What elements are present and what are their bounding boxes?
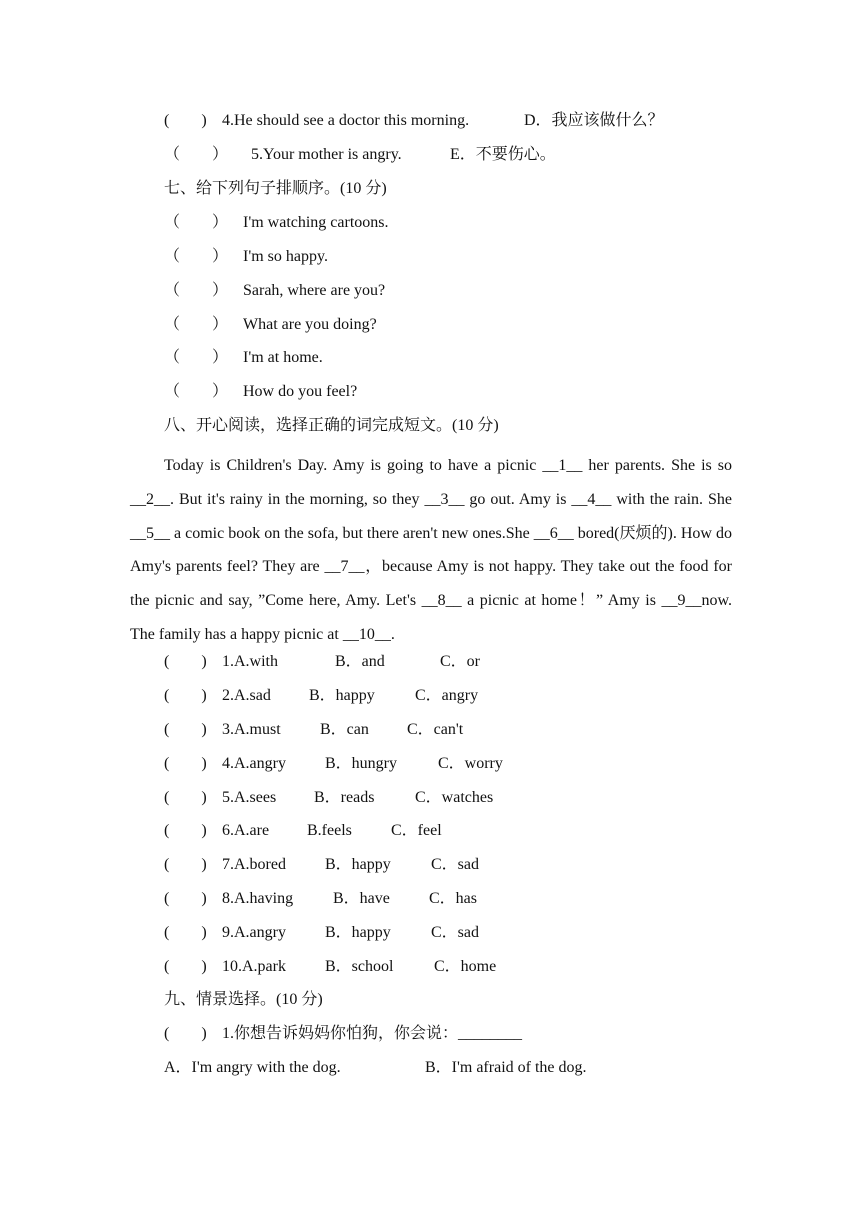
match-sentence: 5.Your mother is angry. <box>251 146 402 163</box>
passage-text: her parents. She is so <box>582 457 732 474</box>
answer-paren: ( ) <box>164 822 207 839</box>
option-b: B．can <box>320 721 369 738</box>
option-c: C．worry <box>438 755 503 772</box>
choice-question <box>0 753 860 775</box>
option-b: B．and <box>335 653 385 670</box>
reading-passage <box>130 449 732 652</box>
blank-9: __9__ <box>661 592 702 610</box>
choice-question <box>0 719 860 741</box>
answer-paren: （ ） <box>164 349 229 366</box>
blank-5: __5__ <box>130 524 170 542</box>
passage-text: . But it's rainy in the morning, so they <box>170 490 425 508</box>
blank-2: __2__ <box>130 490 170 508</box>
answer-paren: （ ） <box>164 214 229 231</box>
order-sentence: How do you feel? <box>243 383 358 400</box>
option-c: C．feel <box>391 822 442 839</box>
section-title: 八、开心阅读，选择正确的词完成短文。(10 分) <box>164 417 499 434</box>
option-c: C．sad <box>431 856 480 873</box>
option-c: C．home <box>434 958 497 975</box>
option-b: B．I'm afraid of the dog. <box>425 1059 587 1076</box>
choice-question <box>0 854 860 876</box>
order-sentence: I'm at home. <box>243 349 323 366</box>
order-item <box>0 381 860 403</box>
section-7-title <box>0 178 860 200</box>
answer-paren: ( ) <box>164 1025 207 1042</box>
blank-10: __10__ <box>342 625 391 643</box>
situation-options <box>0 1057 860 1079</box>
option-c: C．angry <box>415 687 479 704</box>
blank-1: __1__ <box>542 457 583 474</box>
option-b: B．hungry <box>325 755 398 772</box>
option-b: B.feels <box>307 822 352 839</box>
passage-text: Today is Children's Day. Amy is going to have a picnic <box>164 457 543 474</box>
order-item <box>0 246 860 268</box>
answer-paren: （ ） <box>164 316 229 333</box>
match-sentence: 4.He should see a doctor this morning. <box>222 112 470 129</box>
match-row-4 <box>0 110 860 132</box>
order-sentence: I'm so happy. <box>243 248 328 265</box>
option-a: 1.A.with <box>222 653 278 670</box>
answer-paren: ( ) <box>164 721 207 738</box>
choice-question <box>0 922 860 944</box>
order-item <box>0 314 860 336</box>
option-c: C．watches <box>415 789 494 806</box>
option-a: 5.A.sees <box>222 789 277 806</box>
option-c: C．or <box>440 653 481 670</box>
choice-question <box>0 685 860 707</box>
choice-question <box>0 956 860 978</box>
choice-question <box>0 787 860 809</box>
answer-paren: ( ) <box>164 789 207 806</box>
answer-paren: ( ) <box>164 653 207 670</box>
option-a: 3.A.must <box>222 721 281 738</box>
option-c: C．sad <box>431 924 480 941</box>
answer-paren: （ ） <box>164 248 229 265</box>
passage-text: with the rain. She <box>611 490 732 508</box>
option-b: B．happy <box>325 924 391 941</box>
option-a: 4.A.angry <box>222 755 286 772</box>
answer-paren: （ ） <box>164 383 229 400</box>
option-a: 6.A.are <box>222 822 270 839</box>
match-row-5 <box>0 144 860 166</box>
blank-6: __6__ <box>533 524 574 542</box>
answer-paren: ( ) <box>164 856 207 873</box>
choice-question <box>0 888 860 910</box>
blank-3: __3__ <box>424 490 465 508</box>
passage-text: ，because Amy is not happy. They take out the food for the picnic and say, ”Come here, Amy. Let's <box>130 558 732 610</box>
blank-7: __7__ <box>324 558 365 576</box>
answer-paren: ( ) <box>164 755 207 772</box>
option-b: B．happy <box>325 856 391 873</box>
option-a: 8.A.having <box>222 890 294 907</box>
section-title: 九、情景选择。(10 分) <box>164 991 323 1008</box>
choice-question <box>0 651 860 673</box>
answer-paren: （ ） <box>164 146 229 163</box>
option-a: 7.A.bored <box>222 856 286 873</box>
order-item <box>0 347 860 369</box>
option-b: B．happy <box>309 687 375 704</box>
option-b: B．reads <box>314 789 375 806</box>
order-sentence: Sarah, where are you? <box>243 282 386 299</box>
answer-paren: ( ) <box>164 924 207 941</box>
answer-paren: ( ) <box>164 890 207 907</box>
section-title: 七、给下列句子排顺序。(10 分) <box>164 180 387 197</box>
option-c: C．has <box>429 890 478 907</box>
answer-paren: （ ） <box>164 282 229 299</box>
section-9-title <box>0 989 860 1011</box>
option-a: 10.A.park <box>222 958 286 975</box>
passage-text: a comic book on the sofa, but there aren't new ones.She <box>170 524 534 542</box>
passage-text: bored(厌烦的). How do Amy's parents feel? They are <box>130 524 732 576</box>
blank-8: __8__ <box>421 592 462 610</box>
passage-text: a picnic at home！” Amy is <box>461 592 662 610</box>
option-a: 9.A.angry <box>222 924 286 941</box>
option-b: B．school <box>325 958 394 975</box>
order-sentence: I'm watching cartoons. <box>243 214 389 231</box>
order-item <box>0 212 860 234</box>
question-text: 1.你想告诉妈妈你怕狗，你会说：________ <box>222 1025 523 1042</box>
passage-text: now. The family has a happy picnic at <box>130 592 733 643</box>
option-c: C．can't <box>407 721 464 738</box>
situation-question <box>0 1023 860 1045</box>
order-sentence: What are you doing? <box>243 316 377 333</box>
match-response: E．不要伤心。 <box>450 146 556 163</box>
order-item <box>0 280 860 302</box>
answer-paren: ( ) <box>164 687 207 704</box>
answer-paren: ( ) <box>164 958 207 975</box>
option-a: 2.A.sad <box>222 687 271 704</box>
passage-text: go out. Amy is <box>464 490 572 508</box>
blank-4: __4__ <box>571 490 612 508</box>
option-b: B．have <box>333 890 390 907</box>
option-a: A．I'm angry with the dog. <box>164 1059 341 1076</box>
section-8-title <box>0 415 860 437</box>
match-response: D．我应该做什么？ <box>524 112 664 129</box>
answer-paren: ( ) <box>164 112 207 129</box>
passage-text: . <box>390 625 395 643</box>
choice-question <box>0 820 860 842</box>
